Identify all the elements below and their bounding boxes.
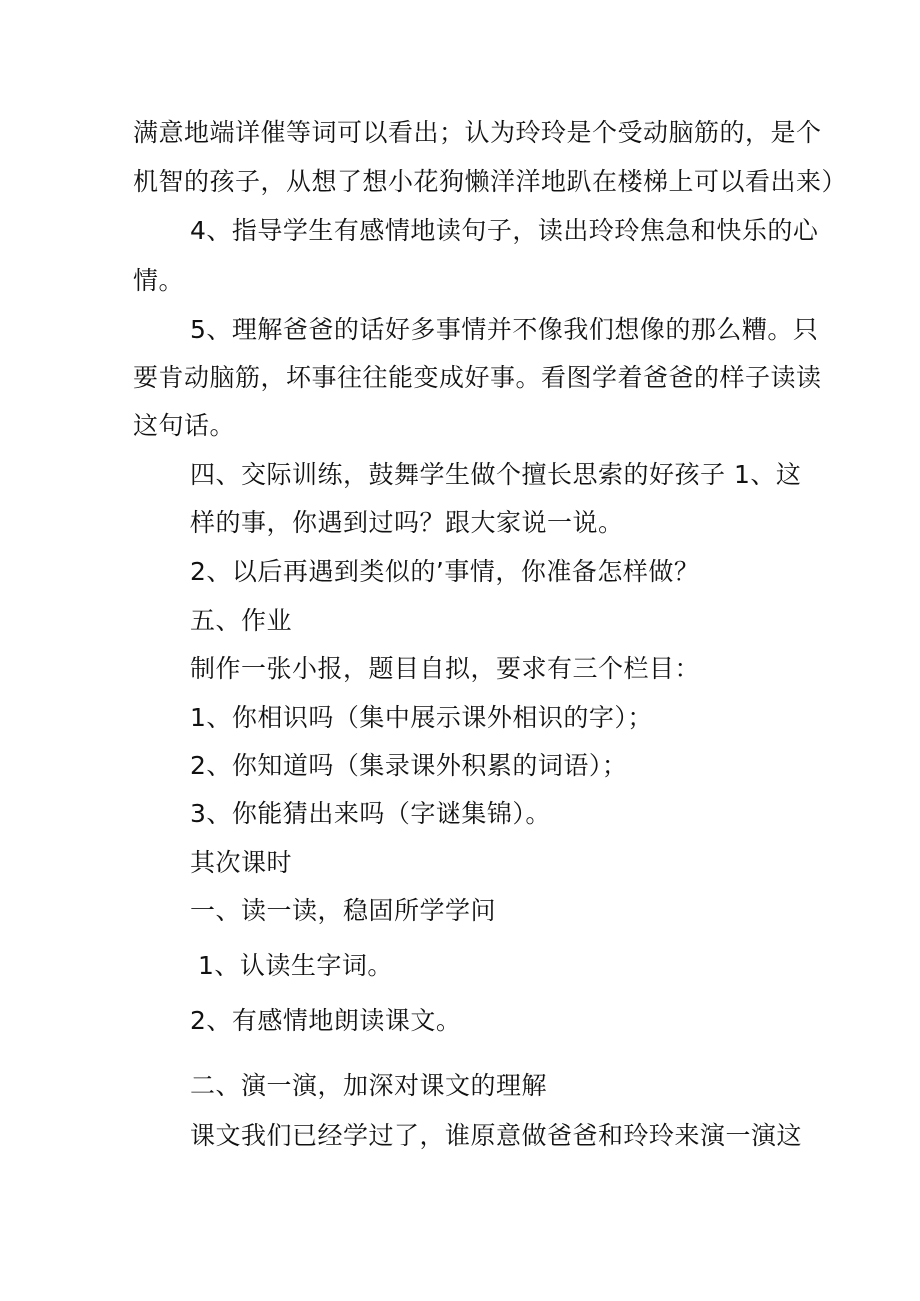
text-line-15: 3、你能猜出来吗（字谜集锦）。: [190, 799, 551, 828]
text-line-10: 2、以后再遇到类似的’事情，你准备怎样做？: [190, 557, 700, 586]
text-line-13: 1、你相识吗（集中展示课外相识的字）；: [190, 703, 653, 732]
text-line-19: 2、有感情地朗读课文。: [190, 1006, 462, 1035]
text-line-3: 4、指导学生有感情地读句子，读出玲玲焦急和快乐的心: [190, 216, 819, 245]
text-line-1: 满意地端详催等词可以看出；认为玲玲是个受动脑筋的，是个: [133, 118, 822, 147]
text-line-14: 2、你知道吗（集录课外积累的词语）；: [190, 751, 628, 780]
text-line-21: 课文我们已经学过了，谁原意做爸爸和玲玲来演一演这: [190, 1121, 803, 1150]
text-line-16: 其次课时: [190, 848, 293, 877]
text-line-20: 二、演一演，加深对课文的理解: [190, 1071, 548, 1100]
text-line-18: 1、认读生字词。: [198, 951, 393, 980]
text-line-2: 机智的孩子，从想了想小花狗懒洋洋地趴在楼梯上可以看出来）: [133, 167, 848, 196]
text-line-4: 情。: [133, 266, 185, 295]
text-line-6: 要肯动脑筋，坏事往往能变成好事。看图学着爸爸的样子读读: [133, 363, 822, 392]
text-line-17: 一、读一读，稳固所学学问: [190, 896, 497, 925]
text-line-8: 四、交际训练，鼓舞学生做个擅长思索的好孩子 1、这: [190, 460, 802, 489]
text-line-9: 样的事，你遇到过吗？跟大家说一说。: [190, 508, 624, 537]
text-line-11: 五、作业: [190, 606, 293, 635]
text-line-7: 这句话。: [133, 411, 236, 440]
text-line-12: 制作一张小报，题目自拟，要求有三个栏目：: [190, 654, 701, 683]
text-line-5: 5、理解爸爸的话好多事情并不像我们想像的那么糟。只: [190, 315, 819, 344]
